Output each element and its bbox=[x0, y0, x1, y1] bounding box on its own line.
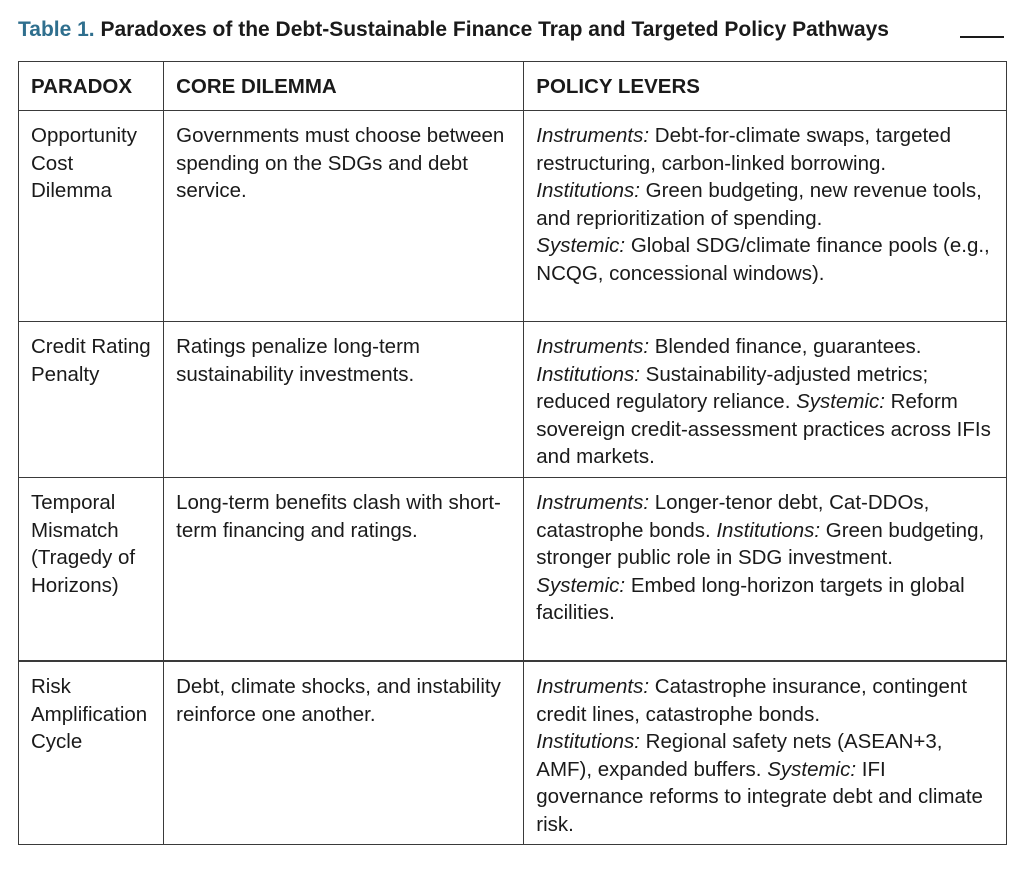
levers-cell bbox=[524, 661, 1007, 845]
instruments-label: Instruments: bbox=[536, 124, 650, 147]
table-row bbox=[19, 111, 1007, 322]
levers-cell bbox=[524, 111, 1007, 322]
instruments-lever bbox=[536, 122, 996, 177]
table-row bbox=[19, 661, 1007, 845]
institutions-systemic-lever bbox=[536, 728, 996, 838]
table-row bbox=[19, 322, 1007, 478]
institutions-label: Institutions: bbox=[536, 362, 640, 386]
systemic-label: Systemic: bbox=[796, 390, 885, 413]
levers-cell bbox=[524, 478, 1007, 662]
institutions-text: Regional safety nets (ASEAN+3, AMF), expanded buffers. bbox=[536, 730, 943, 781]
systemic-lever bbox=[536, 572, 996, 627]
systemic-label: Systemic: bbox=[536, 573, 626, 597]
header-policy-levers: POLICY LEVERS bbox=[524, 62, 1007, 111]
instruments-lever bbox=[536, 673, 996, 728]
table-caption bbox=[18, 18, 889, 42]
paradox-table bbox=[18, 61, 1007, 845]
levers-cell bbox=[524, 322, 1007, 478]
institutions-text: Green budgeting, stronger public role in SDG investment. bbox=[536, 518, 985, 569]
systemic-text: Embed long-horizon targets in global facilities. bbox=[536, 573, 965, 624]
paradox-cell: Risk Amplification Cycle bbox=[19, 661, 164, 845]
instruments-text: Longer-tenor debt, Cat-DDOs, catastrophe bonds. bbox=[536, 491, 930, 542]
instruments-institutions-lever bbox=[536, 489, 996, 572]
systemic-text: Reform sovereign credit-assessment practices across IFIs and markets. bbox=[536, 390, 991, 468]
paradox-cell: Temporal Mismatch (Tragedy of Horizons) bbox=[19, 478, 164, 662]
institutions-systemic-lever bbox=[536, 361, 996, 471]
institutions-label: Institutions: bbox=[536, 179, 640, 202]
institutions-text: Sustainability-adjusted metrics; reduced regulatory reliance. bbox=[536, 362, 929, 413]
instruments-label: Instruments: bbox=[536, 491, 650, 514]
dilemma-cell: Debt, climate shocks, and instability reinforce one another. bbox=[164, 661, 524, 845]
instruments-text: Blended finance, guarantees. bbox=[649, 335, 922, 358]
systemic-label: Systemic: bbox=[767, 757, 857, 781]
systemic-label: Systemic: bbox=[536, 234, 626, 257]
caption-rule bbox=[960, 36, 1004, 38]
systemic-text: IFI governance reforms to integrate debt and climate risk. bbox=[536, 757, 983, 836]
instruments-text: Debt-for-climate swaps, targeted restructuring, carbon-linked borrowing. bbox=[536, 124, 951, 175]
instruments-lever bbox=[536, 333, 996, 361]
dilemma-cell: Long-term benefits clash with short-term financing and ratings. bbox=[164, 478, 524, 662]
institutions-label: Institutions: bbox=[716, 518, 821, 542]
instruments-label: Instruments: bbox=[536, 675, 650, 698]
institutions-lever bbox=[536, 177, 996, 232]
institutions-text: Green budgeting, new revenue tools, and reprioritization of spending. bbox=[536, 179, 982, 230]
paradox-cell: Opportunity Cost Dilemma bbox=[19, 111, 164, 322]
institutions-label: Institutions: bbox=[536, 730, 640, 753]
instruments-text: Catastrophe insurance, contingent credit lines, catastrophe bonds. bbox=[536, 675, 968, 726]
table-number: Table 1. bbox=[18, 18, 95, 41]
paradox-cell: Credit Rating Penalty bbox=[19, 322, 164, 478]
instruments-label: Instruments: bbox=[536, 335, 650, 358]
header-paradox: PARADOX bbox=[19, 62, 164, 111]
systemic-lever bbox=[536, 232, 996, 287]
table-row bbox=[19, 478, 1007, 662]
table-title: Paradoxes of the Debt-Sustainable Finance Trap and Targeted Policy Pathways bbox=[100, 18, 889, 41]
systemic-text: Global SDG/climate finance pools (e.g., NCQG, concessional windows). bbox=[536, 234, 990, 285]
dilemma-cell: Governments must choose between spending on the SDGs and debt service. bbox=[164, 111, 524, 322]
dilemma-cell: Ratings penalize long-term sustainability investments. bbox=[164, 322, 524, 478]
header-row bbox=[19, 62, 1007, 111]
header-core-dilemma: CORE DILEMMA bbox=[164, 62, 524, 111]
